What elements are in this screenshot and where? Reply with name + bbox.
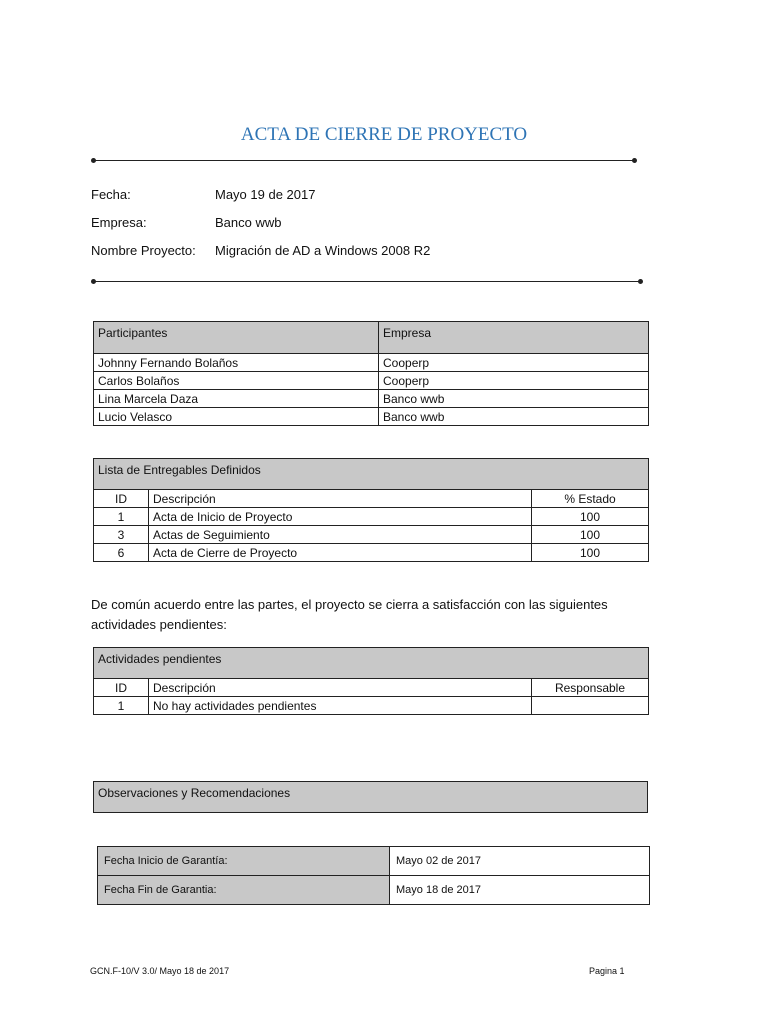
deliverable-id: 3 <box>94 526 149 544</box>
deliverable-description: Actas de Seguimiento <box>149 526 532 544</box>
meta-divider <box>93 281 641 282</box>
pending-description: No hay actividades pendientes <box>149 697 532 715</box>
pending-id: 1 <box>94 697 149 715</box>
pending-responsible <box>532 697 649 715</box>
deliverable-description: Acta de Inicio de Proyecto <box>149 508 532 526</box>
participants-header: Participantes <box>94 322 379 354</box>
meta-fecha-label: Fecha: <box>91 187 131 202</box>
status-header: % Estado <box>532 490 649 508</box>
top-divider <box>93 160 635 161</box>
warranty-start-value: Mayo 02 de 2017 <box>390 847 650 876</box>
deliverable-description: Acta de Cierre de Proyecto <box>149 544 532 562</box>
company-header: Empresa <box>379 322 649 354</box>
participant-name: Lucio Velasco <box>94 408 379 426</box>
footer-doc-code: GCN.F-10/V 3.0/ Mayo 18 de 2017 <box>90 966 230 976</box>
warranty-end-label: Fecha Fin de Garantia: <box>98 876 390 905</box>
participant-company: Cooperp <box>379 372 649 390</box>
observations-title: Observaciones y Recomendaciones <box>94 782 648 813</box>
meta-empresa-label: Empresa: <box>91 215 147 230</box>
closing-paragraph: De común acuerdo entre las partes, el proyecto se cierra a satisfacción con las siguientes actividades pendientes: <box>91 597 608 632</box>
footer-page-number: Pagina 1 <box>589 966 625 976</box>
meta-proyecto-value: Migración de AD a Windows 2008 R2 <box>215 243 431 258</box>
pending-activities-table <box>93 647 649 715</box>
deliverables-table <box>93 458 649 562</box>
description-header: Descripción <box>149 490 532 508</box>
participant-company: Cooperp <box>379 354 649 372</box>
deliverable-status: 100 <box>532 508 649 526</box>
participant-name: Johnny Fernando Bolaños <box>94 354 379 372</box>
description-header: Descripción <box>149 679 532 697</box>
pending-title: Actividades pendientes <box>94 648 649 679</box>
participant-name: Carlos Bolaños <box>94 372 379 390</box>
warranty-start-label: Fecha Inicio de Garantía: <box>98 847 390 876</box>
warranty-end-value: Mayo 18 de 2017 <box>390 876 650 905</box>
participants-table <box>93 321 649 426</box>
warranty-table <box>97 846 650 905</box>
deliverable-status: 100 <box>532 526 649 544</box>
id-header: ID <box>94 490 149 508</box>
participant-company: Banco wwb <box>379 390 649 408</box>
deliverable-id: 1 <box>94 508 149 526</box>
participant-name: Lina Marcela Daza <box>94 390 379 408</box>
meta-empresa-value: Banco wwb <box>215 215 282 230</box>
responsible-header: Responsable <box>532 679 649 697</box>
observations-table <box>93 781 648 813</box>
participant-company: Banco wwb <box>379 408 649 426</box>
meta-proyecto-label: Nombre Proyecto: <box>91 243 196 258</box>
deliverables-title: Lista de Entregables Definidos <box>94 459 649 490</box>
deliverable-status: 100 <box>532 544 649 562</box>
deliverable-id: 6 <box>94 544 149 562</box>
document-title: ACTA DE CIERRE DE PROYECTO <box>240 124 528 145</box>
meta-fecha-value: Mayo 19 de 2017 <box>215 187 316 202</box>
id-header: ID <box>94 679 149 697</box>
